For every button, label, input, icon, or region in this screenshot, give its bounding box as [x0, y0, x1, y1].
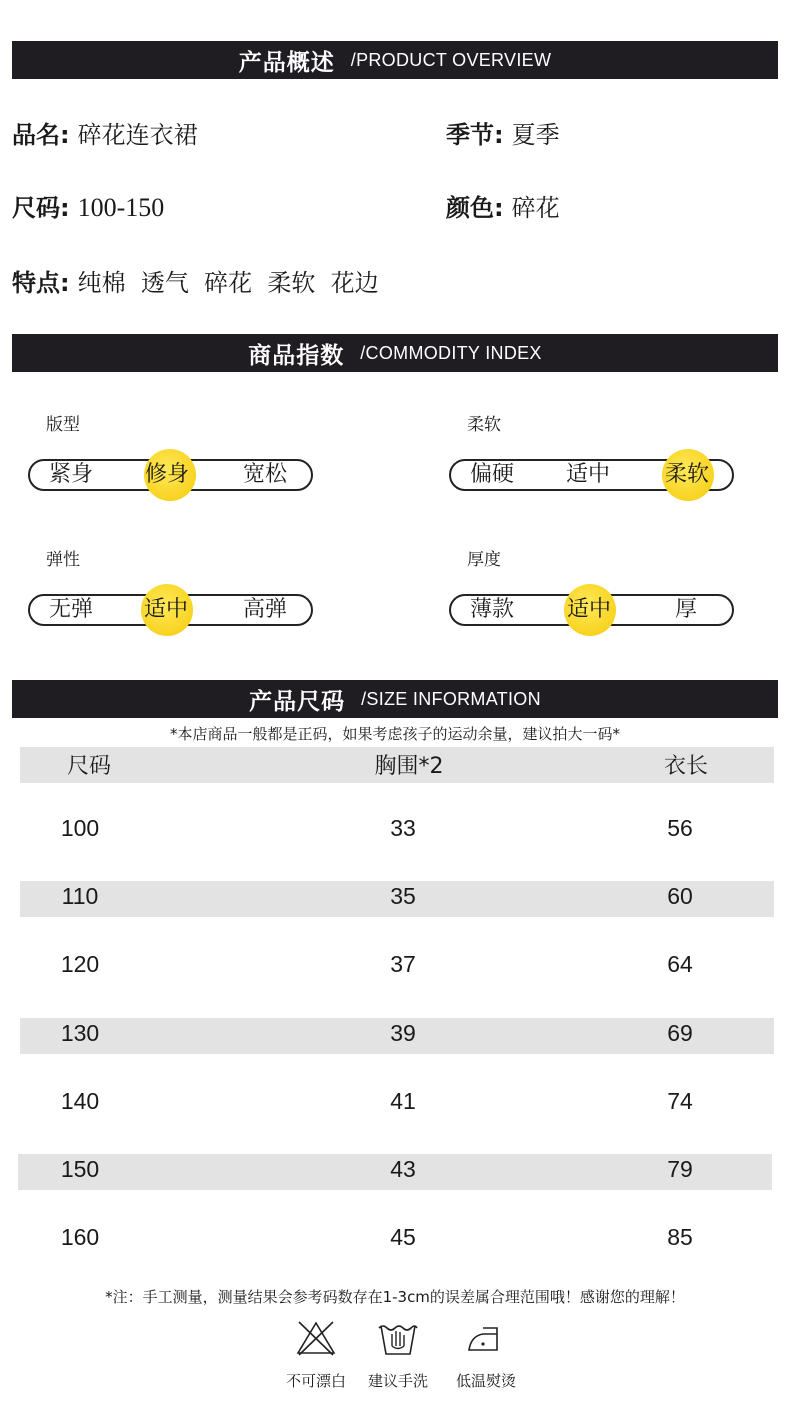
cell-size: 110	[61, 883, 99, 909]
hand-wash-icon	[377, 1318, 419, 1358]
product-name-label: 品名:	[12, 121, 70, 149]
color-field	[446, 188, 560, 223]
product-name-field	[12, 115, 198, 150]
thickness-scale	[449, 594, 734, 626]
overview-title-en: /PRODUCT OVERVIEW	[350, 49, 552, 70]
scale-option-selected: 适中	[566, 597, 612, 622]
care-item-low-iron	[441, 1318, 531, 1391]
measurement-footnote: *注：手工测量，测量结果会参考码数存在1-3cm的误差属合理范围哦！感谢您的理解！	[105, 1288, 685, 1306]
table-row	[20, 1018, 774, 1054]
softness-scale	[449, 459, 734, 491]
low-iron-icon	[465, 1318, 507, 1358]
cell-length: 56	[667, 815, 693, 841]
cell-chest: 45	[390, 1224, 416, 1250]
cell-size: 120	[60, 951, 100, 977]
size-value: 100-150	[77, 193, 165, 222]
overview-banner	[12, 41, 778, 79]
care-label: 低温熨烫	[455, 1372, 516, 1390]
commodity-title: 商品指数	[248, 342, 345, 369]
features-value: 纯棉 透气 碎花 柔软 花边	[77, 269, 379, 297]
cell-size: 130	[60, 1020, 100, 1046]
scale-option: 高弹	[242, 597, 288, 622]
color-value: 碎花	[511, 194, 560, 222]
scale-option: 偏硬	[469, 462, 515, 487]
commodity-title-en: /COMMODITY INDEX	[360, 342, 542, 363]
index-label-thickness: 厚度	[467, 550, 501, 570]
cell-chest: 37	[390, 951, 416, 977]
features-label: 特点:	[12, 269, 70, 297]
scale-option: 无弹	[48, 597, 94, 622]
size-field	[12, 188, 164, 223]
color-label: 颜色:	[446, 194, 504, 222]
cell-length: 69	[667, 1020, 693, 1046]
size-banner	[12, 680, 778, 718]
scale-option-selected: 适中	[143, 597, 189, 622]
cell-length: 60	[667, 883, 693, 909]
table-row	[20, 1222, 774, 1258]
table-row	[20, 813, 774, 849]
index-label-elasticity: 弹性	[46, 550, 80, 570]
care-label: 不可漂白	[285, 1372, 346, 1390]
cell-chest: 33	[390, 815, 416, 841]
care-item-hand-wash	[353, 1318, 443, 1391]
season-field	[446, 115, 560, 150]
header-length: 衣长	[663, 754, 709, 779]
care-label: 建议手洗	[367, 1372, 428, 1390]
cell-chest: 39	[390, 1020, 416, 1046]
table-row	[20, 949, 774, 985]
scale-option: 厚	[674, 597, 698, 622]
cell-length: 79	[667, 1156, 693, 1182]
header-chest: 胸围*2	[374, 754, 444, 779]
index-label-softness: 柔软	[467, 415, 501, 435]
size-title: 产品尺码	[249, 688, 346, 715]
scale-option-selected: 修身	[144, 462, 190, 487]
table-row	[20, 1086, 774, 1122]
overview-title: 产品概述	[238, 49, 335, 76]
cell-length: 85	[667, 1224, 693, 1250]
scale-option-selected: 柔软	[664, 462, 710, 487]
size-note: *本店商品一般都是正码，如果考虑孩子的运动余量，建议拍大一码*	[169, 725, 620, 743]
size-table-header	[20, 747, 774, 783]
cell-size: 140	[60, 1088, 100, 1114]
season-value: 夏季	[511, 121, 560, 149]
index-label-fit: 版型	[46, 415, 80, 435]
scale-option: 紧身	[48, 462, 94, 487]
features-field	[12, 263, 379, 298]
cell-size: 100	[60, 815, 100, 841]
cell-length: 64	[667, 951, 693, 977]
table-row	[18, 1154, 772, 1190]
header-size: 尺码	[66, 754, 112, 779]
elasticity-scale	[28, 594, 313, 626]
cell-size: 160	[60, 1224, 100, 1250]
season-label: 季节:	[446, 121, 504, 149]
cell-chest: 43	[390, 1156, 416, 1182]
no-bleach-icon	[295, 1318, 337, 1358]
cell-length: 74	[667, 1088, 693, 1114]
size-title-en: /SIZE INFORMATION	[361, 688, 541, 709]
scale-option: 适中	[565, 462, 611, 487]
table-row	[20, 881, 774, 917]
scale-option: 宽松	[242, 462, 288, 487]
product-name-value: 碎花连衣裙	[77, 121, 198, 149]
cell-chest: 41	[390, 1088, 416, 1114]
scale-option: 薄款	[469, 597, 515, 622]
care-item-no-bleach	[271, 1318, 361, 1391]
cell-size: 150	[60, 1156, 100, 1182]
fit-scale	[28, 459, 313, 491]
size-label: 尺码:	[12, 194, 70, 222]
cell-chest: 35	[390, 883, 416, 909]
commodity-banner	[12, 334, 778, 372]
